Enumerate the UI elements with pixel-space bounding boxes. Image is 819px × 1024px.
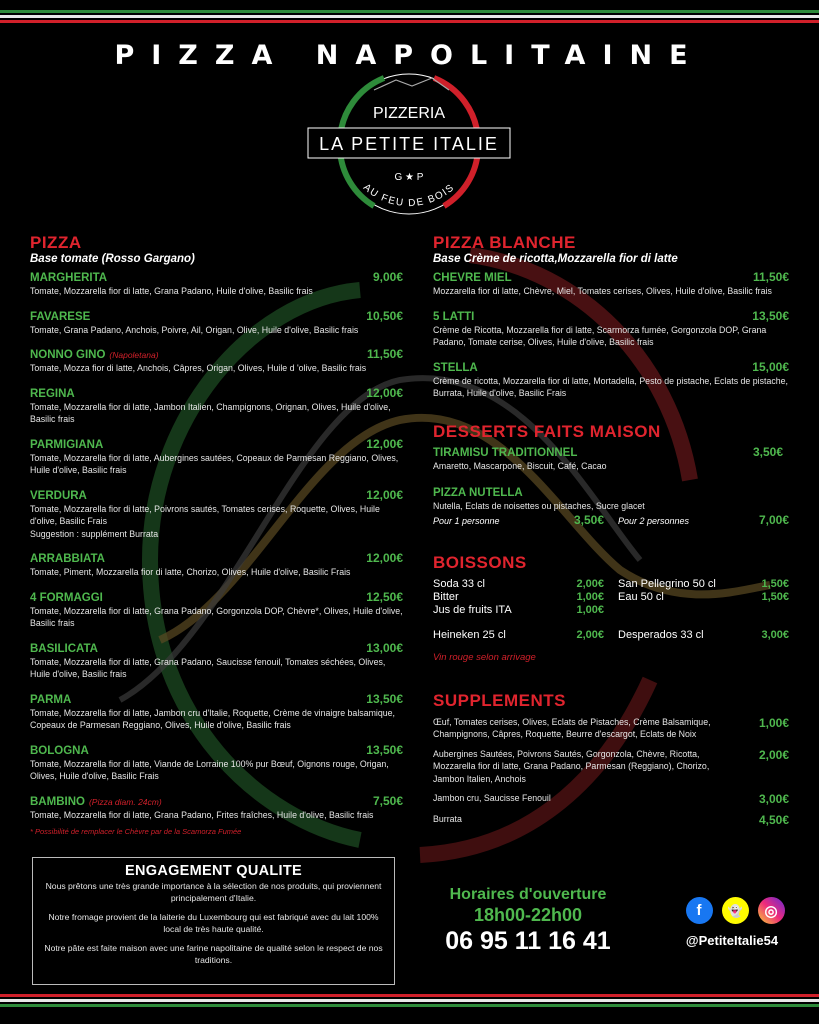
drink-name: Bitter <box>433 590 459 603</box>
pizza-section <box>30 233 403 836</box>
menu-item-desc: Crème de ricotta, Mozzarella fior di latte, Mortadella, Pesto de pistache, Eclats de pistache, Burrata, Huile d'olive, Basilic Frais <box>433 375 788 398</box>
menu-item-price: 11,50€ <box>366 347 403 361</box>
drink-item <box>433 629 604 642</box>
drink-price: 1,50€ <box>761 590 789 603</box>
menu-item-desc: Tomate, Mozzarella fior di latte, Jambon cru d'Italie, Roquette, Crème de vinaigre balsamique, Copeaux de Parmesan Reggiano, Olives, Huile d'olive, Basilic frais <box>30 707 395 730</box>
menu-item <box>30 309 403 337</box>
logo-name-text: LA PETITE ITALIE <box>319 134 499 154</box>
menu-item-desc: Tomate, Mozzarella fior di latte, Poivrons sautés, Tomates cerises, Roquette, Olives, Huile d'olive, Basilic Frais <box>30 503 380 526</box>
menu-item-name: STELLA <box>433 361 478 374</box>
menu-item-price: 13,00€ <box>366 640 403 655</box>
dessert-desc: Nutella, Eclats de noisettes ou pistaches, Sucre glacet <box>433 501 645 511</box>
menu-item-price: 13,50€ <box>366 691 403 706</box>
menu-item <box>433 309 789 349</box>
menu-item-price: 12,00€ <box>366 551 403 565</box>
supplement-desc: Jambon cru, Saucisse Fenouil <box>433 793 551 803</box>
nutella-price-2: 7,00€ <box>758 512 789 527</box>
supplement-item <box>433 716 789 741</box>
boissons-title: BOISSONS <box>433 552 527 572</box>
menu-item-note: (Napoletana) <box>109 350 159 360</box>
dessert-price: 3,50€ <box>752 444 783 459</box>
menu-item-name: BOLOGNA <box>30 744 89 757</box>
supplement-price: 2,00€ <box>758 747 789 762</box>
menu-item-price: 15,00€ <box>752 359 789 374</box>
menu-item <box>30 386 403 426</box>
hours-label: Horaires d'ouverture <box>449 886 607 903</box>
pizza-footnote: * Possibilité de remplacer le Chèvre par de la Scamorza Fumée <box>30 827 242 836</box>
menu-item <box>30 551 403 579</box>
social-handle[interactable]: @PetiteItalie54 <box>685 933 779 948</box>
phone-number[interactable]: 06 95 11 16 41 <box>445 927 611 955</box>
logo-arc-text: AU FEU DE BOIS <box>360 181 458 210</box>
supplement-desc: Œuf, Tomates cerises, Olives, Eclats de Pistaches, Crème Balsamique, Champignons, Câpres, Roquette, Beurre d'escargot, Eclats de Noix <box>433 716 711 739</box>
menu-item-name: PARMIGIANA <box>30 438 104 451</box>
menu-item-name: NONNO GINO (Napoletana) <box>30 349 159 361</box>
top-flag-stripes <box>0 10 819 26</box>
right-column <box>433 233 789 827</box>
bottom-flag-stripes <box>0 994 819 1010</box>
menu-item-price: 12,00€ <box>366 385 403 400</box>
drink-name: San Pellegrino 50 cl <box>618 577 716 590</box>
supplement-desc: Burrata <box>433 814 462 824</box>
menu-item-name: BASILICATA <box>30 642 98 655</box>
engagement-p3: Notre pâte est faite maison avec une farine napolitaine de qualité selon le respect de nos traditions. <box>44 943 383 965</box>
menu-item-price: 13,50€ <box>752 308 789 323</box>
drink-price: 1,00€ <box>576 603 604 616</box>
dessert-name: PIZZA NUTELLA <box>433 487 523 499</box>
menu-item-name: ARRABBIATA <box>30 553 105 565</box>
dessert-item <box>433 486 789 527</box>
menu-item-suggestion: Suggestion : supplément Burrata <box>30 528 159 539</box>
menu-item <box>30 794 403 822</box>
drink-price: 2,00€ <box>576 628 604 641</box>
page-title: PIZZA NAPOLITAINE <box>114 40 705 71</box>
menu-item-price: 9,00€ <box>372 270 403 284</box>
hours-time: 18h00-22h00 <box>473 905 583 925</box>
supplement-price: 3,00€ <box>758 792 789 806</box>
nutella-option-2: Pour 2 personnes <box>618 515 690 526</box>
dessert-name: TIRAMISU TRADITIONNEL <box>433 446 578 459</box>
menu-item-name: MARGHERITA <box>30 272 108 284</box>
menu-item <box>433 270 789 298</box>
pizza-title: PIZZA <box>30 233 82 252</box>
nutella-option-1: Pour 1 personne <box>433 515 500 526</box>
drink-item <box>433 591 604 604</box>
drink-item <box>618 578 789 591</box>
supplement-desc: Aubergines Sautées, Poivrons Sautés, Gorgonzola, Chèvre, Ricotta, Mozzarella fior di latte, Grana Padano, Parmesan (Reggiano), Chorizo, Jambon Italien, Anchois <box>433 748 710 784</box>
drink-item <box>618 591 789 604</box>
drink-item <box>618 629 789 642</box>
menu-item <box>30 270 403 298</box>
menu-item-desc: Tomate, Piment, Mozzarella fior di latte, Chorizo, Olives, Huile d'olive, Basilic Frais <box>30 567 351 577</box>
supplements-title: SUPPLEMENTS <box>433 690 567 710</box>
social-links <box>672 897 792 948</box>
supplement-item <box>433 792 789 806</box>
quality-engagement-box <box>32 857 395 985</box>
facebook-icon[interactable]: f <box>686 897 713 924</box>
instagram-icon[interactable]: ◎ <box>758 897 785 924</box>
menu-item-price: 13,50€ <box>366 742 403 757</box>
menu-item-desc: Tomate, Mozzarella fior di latte, Jambon Italien, Champignons, Orignan, Olives, Huile d'olive, Basilic frais <box>30 401 391 424</box>
drink-name: Eau 50 cl <box>618 590 664 603</box>
menu-item-desc: Tomate, Mozza fior di latte, Anchois, Câpres, Origan, Olives, Huile d 'olive, Basilic frais <box>30 363 367 373</box>
menu-item-name: 4 FORMAGGI <box>30 591 103 604</box>
menu-item-price: 11,50€ <box>752 270 789 284</box>
dessert-item <box>433 445 789 473</box>
menu-item-desc: Mozzarella fior di latte, Chèvre, Miel, Tomates cerises, Olives, Huile d'olive, Basilic frais <box>433 286 772 296</box>
menu-item <box>30 347 403 375</box>
drink-name: Jus de fruits ITA <box>433 603 512 616</box>
menu-item-price: 7,50€ <box>372 793 403 808</box>
menu-item-desc: Crème de Ricotta, Mozzarella fior di latte, Scarmorza fumée, Gorgonzola DOP, Grana Padano, Tomate cerise, Olives, Huile d'olive, Basilic frais <box>433 324 767 347</box>
nutella-price-1: 3,50€ <box>573 512 604 527</box>
menu-item <box>30 488 403 541</box>
menu-item-name: FAVARESE <box>30 310 91 323</box>
menu-item-desc: Tomate, Mozzarella fior di latte, Grana Padano, Huile d'olive, Basilic frais <box>30 286 313 296</box>
drinks-grid <box>433 578 789 617</box>
menu-item-name: PARMA <box>30 693 72 706</box>
menu-item-desc: Tomate, Mozzarella fior di latte, Grana Padano, Saucisse fenouil, Tomates séchées, Olives, Huile d'olive, Basilic frais <box>30 656 386 679</box>
pizzeria-logo <box>304 68 514 218</box>
drink-price: 1,50€ <box>761 577 789 590</box>
opening-hours <box>433 885 623 956</box>
desserts-title: DESSERTS FAITS MAISON <box>433 421 661 441</box>
drink-price: 1,00€ <box>576 590 604 603</box>
menu-item-price: 12,00€ <box>366 487 403 502</box>
pizza-subtitle: Base tomate (Rosso Gargano) <box>30 253 195 265</box>
supplement-price: 1,00€ <box>758 715 789 730</box>
menu-item-name: VERDURA <box>30 489 87 502</box>
logo-pizzeria-text: PIZZERIA <box>372 105 446 122</box>
supplement-item <box>433 813 789 827</box>
menu-item-price: 12,00€ <box>366 436 403 451</box>
menu-item-desc: Tomate, Mozzarella fior di latte, Aubergines sautées, Copeaux de Parmesan Reggiano, Olives, Huile d'olive, Basilic frais <box>30 452 399 475</box>
menu-item-note: (Pizza diam. 24cm) <box>88 796 162 807</box>
menu-item-price: 12,50€ <box>366 589 403 604</box>
menu-item-name: BAMBINO (Pizza diam. 24cm) <box>30 795 162 808</box>
blanche-title: PIZZA BLANCHE <box>433 233 576 252</box>
dessert-desc: Amaretto, Mascarpone, Biscuit, Café, Cacao <box>433 460 607 471</box>
blanche-subtitle: Base Crème de ricotta,Mozzarella fior di latte <box>433 253 678 265</box>
menu-item <box>30 692 403 732</box>
supplement-price: 4,50€ <box>758 813 789 827</box>
menu-item-desc: Tomate, Grana Padano, Anchois, Poivre, Ail, Origan, Olive, Huile d'olive, Basilic frais <box>30 324 359 335</box>
menu-item <box>30 743 403 783</box>
engagement-p1: Nous prêtons une très grande importance à la sélection de nos produits, qui proviennent principalement d'Italie. <box>45 881 382 903</box>
engagement-title: ENGAGEMENT QUALITE <box>125 863 302 879</box>
menu-item-name: 5 LATTI <box>433 310 475 323</box>
menu-item-desc: Tomate, Mozzarella fior di latte, Grana Padano, Gorgonzola DOP, Chèvre*, Olives, Huile d'olive, Basilic frais <box>30 605 403 628</box>
drink-name: Soda 33 cl <box>433 577 485 590</box>
menu-item <box>30 641 403 681</box>
menu-item <box>433 360 789 400</box>
menu-item-desc: Tomate, Mozzarella fior di latte, Grana Padano, Frites fraîches, Huile d'olive, Basilic frais <box>30 809 374 820</box>
menu-item-price: 10,50€ <box>366 308 403 323</box>
menu-item-name: CHEVRE MIEL <box>433 272 512 284</box>
supplement-item <box>433 748 789 786</box>
drink-name: Heineken 25 cl <box>433 628 506 641</box>
wine-note: Vin rouge selon arrivage <box>433 651 536 663</box>
menu-item <box>30 590 403 630</box>
drink-price: 3,00€ <box>761 628 789 641</box>
drink-price: 2,00€ <box>576 577 604 590</box>
drink-name: Desperados 33 cl <box>618 628 704 641</box>
menu-item <box>30 437 403 477</box>
engagement-p2: Notre fromage provient de la laiterie du Luxembourg qui est fabriqué avec du lait 100% local de très haute qualité. <box>48 912 379 934</box>
menu-item-name: REGINA <box>30 387 75 400</box>
logo-initials: G ★ P <box>394 172 424 183</box>
drink-item <box>433 578 604 591</box>
drink-item <box>433 604 604 617</box>
menu-item-desc: Tomate, Mozzarella fior di latte, Viande de Lorraine 100% pur Bœuf, Oignons rouge, Origan, Olives, Huile d'olive, Basilic Frais <box>30 758 389 781</box>
snapchat-icon[interactable]: 👻 <box>722 897 749 924</box>
